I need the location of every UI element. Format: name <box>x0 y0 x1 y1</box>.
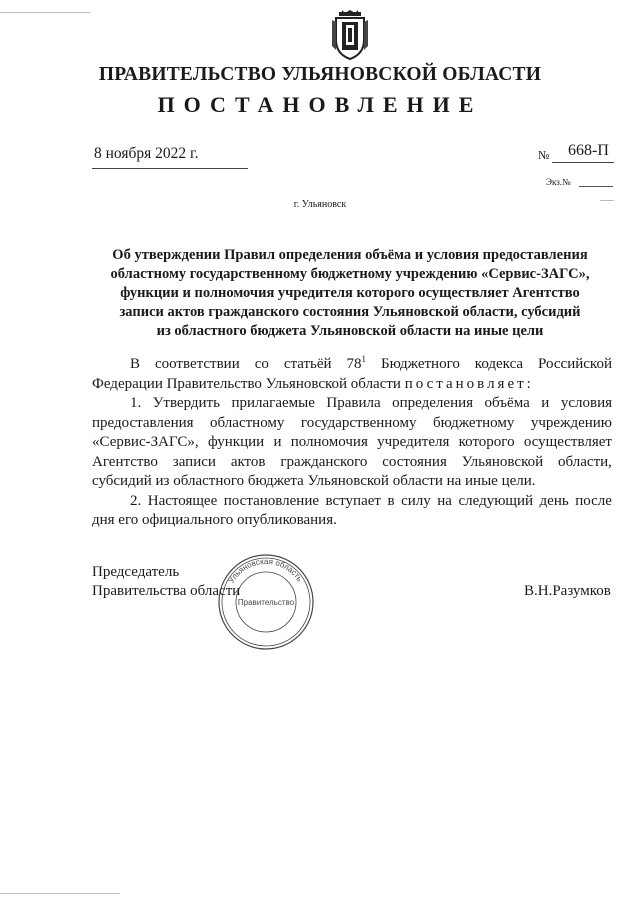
scan-artifact <box>0 12 90 13</box>
body-line: дня его официального опубликования. <box>92 512 337 528</box>
document-date: 8 ноября 2022 г. <box>94 145 199 162</box>
number-underline <box>552 162 614 163</box>
body-line: субсидий из областного бюджета Ульяновской области на иные цели. <box>92 473 536 489</box>
document-subject <box>60 246 640 341</box>
subject-line: из областного бюджета Ульяновской области на иные цели <box>156 323 544 339</box>
signatory-name: В.Н.Разумков <box>524 583 611 599</box>
document-body <box>92 355 612 531</box>
body-line: 1. Утвердить прилагаемые Правила определения объёма и условия <box>130 395 612 411</box>
scan-artifact <box>600 200 614 201</box>
document-number: 668-П <box>568 142 609 159</box>
body-line: В соответствии со статьёй $78^1$ Бюджетного кодекса Российской <box>130 354 612 372</box>
document-type: ПОСТАНОВЛЕНИЕ <box>157 92 483 117</box>
stamp-ring-text: Ульяновская область <box>226 556 305 585</box>
coat-of-arms-icon <box>331 10 369 60</box>
body-line: предоставления областному государственному бюджетному учреждению <box>92 414 612 431</box>
organization-title: ПРАВИТЕЛЬСТВО УЛЬЯНОВСКОЙ ОБЛАСТИ <box>98 64 542 85</box>
copy-number-label: Экз.№ <box>546 177 571 187</box>
body-line: Федерации Правительство Ульяновской области постановляет: <box>92 375 534 392</box>
scan-artifact <box>0 893 120 894</box>
number-label: № <box>538 148 550 162</box>
subject-line: записи актов гражданского состояния Ульяновской области, субсидий <box>119 304 581 320</box>
subject-line: функции и полномочия учредителя которого осуществляет Агентство <box>120 285 580 301</box>
stamp-center-text: Правительство <box>237 598 295 607</box>
resolution-word: постановляет: <box>404 375 534 392</box>
body-line: 2. Настоящее постановление вступает в силу на следующий день после <box>130 492 612 509</box>
article-superscript: 1 <box>361 354 367 364</box>
body-line: «Сервис-ЗАГС», функции и полномочия учредителя которого осуществляет <box>92 434 612 450</box>
signatory-position: Председатель <box>92 564 180 580</box>
signatory-position: Правительства области <box>92 583 241 599</box>
body-line: Агентство записи актов гражданского состояния Ульяновской области, <box>92 453 612 470</box>
date-underline <box>92 168 248 169</box>
official-stamp-icon <box>216 552 316 652</box>
document-city: г. Ульяновск <box>293 199 347 210</box>
copy-number-line <box>579 186 613 187</box>
subject-line: областному государственному бюджетному учреждению «Сервис-ЗАГС», <box>110 266 590 282</box>
svg-text:Ульяновская область <box>227 557 304 585</box>
subject-line: Об утверждении Правил определения объёма и условия предоставления <box>112 247 588 263</box>
